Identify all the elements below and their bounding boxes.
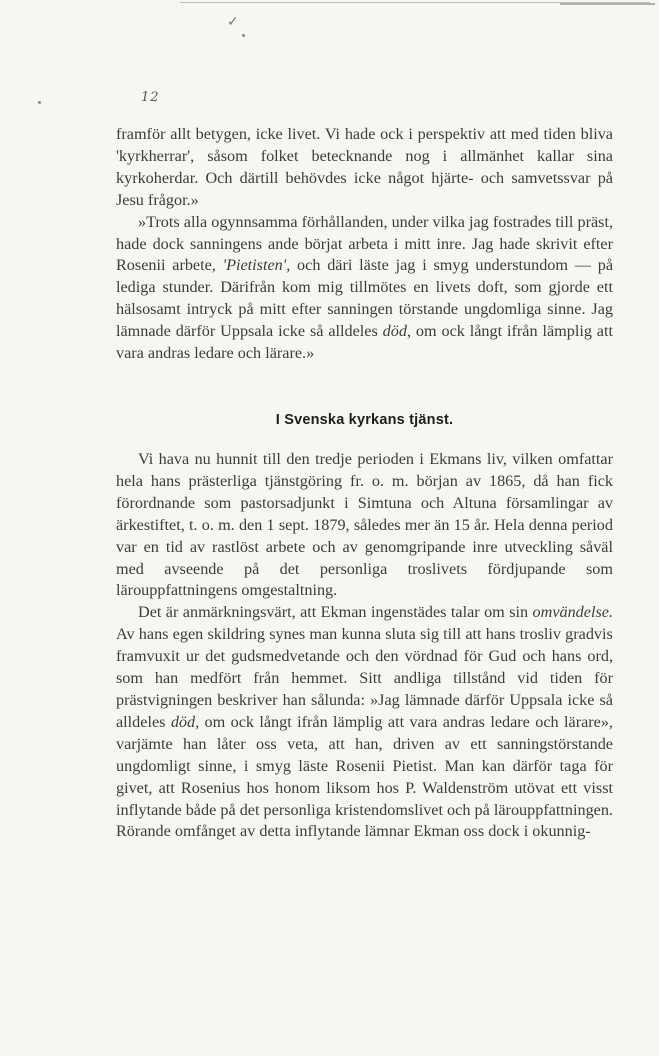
- section-heading: I Svenska kyrkans tjänst.: [275, 412, 454, 428]
- paragraph: [116, 602, 613, 843]
- paragraph-text: framför allt betygen, icke livet. Vi hade ock i perspektiv att med tiden bliva 'kyrkherrar', såsom folket betecknande nog i allmänhet kallar sina kyrkoherdar. Och därtill behövdes icke något hjärte- och samvetssvar på Jesu frågor.»: [116, 125, 613, 209]
- paragraph: [116, 124, 613, 212]
- italic-text: död,: [382, 322, 411, 341]
- paragraph: [116, 212, 613, 365]
- paragraph-text: Det är anmärkningsvärt, att Ekman ingenstädes talar om sin: [138, 603, 533, 622]
- text-block-top: [116, 124, 613, 365]
- text-block-bottom: [116, 449, 613, 843]
- italic-text: 'Pietisten',: [222, 256, 291, 275]
- paragraph-text: »Trots alla ogynnsamma förhållanden, under vilka jag fostrades till präst, hade dock sanningens ande börjat arbeta i mitt inre. Jag hade skrivit efter Rosenii arbete,: [116, 212, 613, 275]
- italic-text: död,: [170, 712, 200, 731]
- scan-edge-mark: [560, 3, 655, 5]
- paragraph-text: och däri läste jag i smyg understundom — på lediga stunder. Därifrån kom mig tillmötes en livets doft, som gjorde ett hälsosamt intryck på mitt efter sanningen törstande ungdomliga sinne. Jag lämnade därför Uppsala icke så alldeles: [116, 256, 614, 341]
- paragraph-text: Vi hava nu hunnit till den tredje perioden i Ekmans liv, vilken omfattar hela hans prästerliga tjänstgöring fr. o. m. början av 1865, då han fick förordnande som pastorsadjunkt i Simtuna och Altuna församlingar av ärkestiftet, t. o. m. den 1 sept. 1879, således mer än 15 år. Hela denna period var en tid av rastlöst arbete och av genomgripande inre utveckling såväl med avseende på det personliga troslivets fördjupande som lärouppfattningens omgestaltning.: [116, 450, 613, 600]
- italic-text: omvändelse.: [532, 603, 613, 622]
- scan-speck: [38, 101, 41, 104]
- scan-speck: [242, 34, 245, 37]
- paragraph-text: Av hans egen skildring synes man kunna sluta sig till att hans trosliv gradvis framvuxit ur det gudsmedvetande och den vördnad för Gud och hans ord, som han medfört från hemmet. Sitt andliga tillstånd vid tiden för prästvigningen beskriver han sålunda: »Jag lämnade därför Uppsala icke så alldeles: [116, 625, 613, 731]
- paragraph-text: om ock långt ifrån lämplig att vara andras ledare och lärare.»: [116, 322, 613, 363]
- paragraph-text: om ock långt ifrån lämplig att vara andras ledare och lärare», varjämte han låter oss veta, att han, driven av ett sanningstörstande ungdomligt sinne, i smyg läste Rosenii Pietist. Man kan därför taga för givet, att Rosenius hos honom liksom hos P. Waldenström utövat ett visst inflytande både på det personliga kristendomslivet och på lärouppfattningen. Rörande omfånget av detta inflytande lämnar Ekman oss dock i okunnig-: [116, 712, 613, 841]
- paragraph: [116, 449, 613, 602]
- page-number: 12: [141, 90, 160, 105]
- scan-artifact-icon: ✓: [227, 14, 239, 30]
